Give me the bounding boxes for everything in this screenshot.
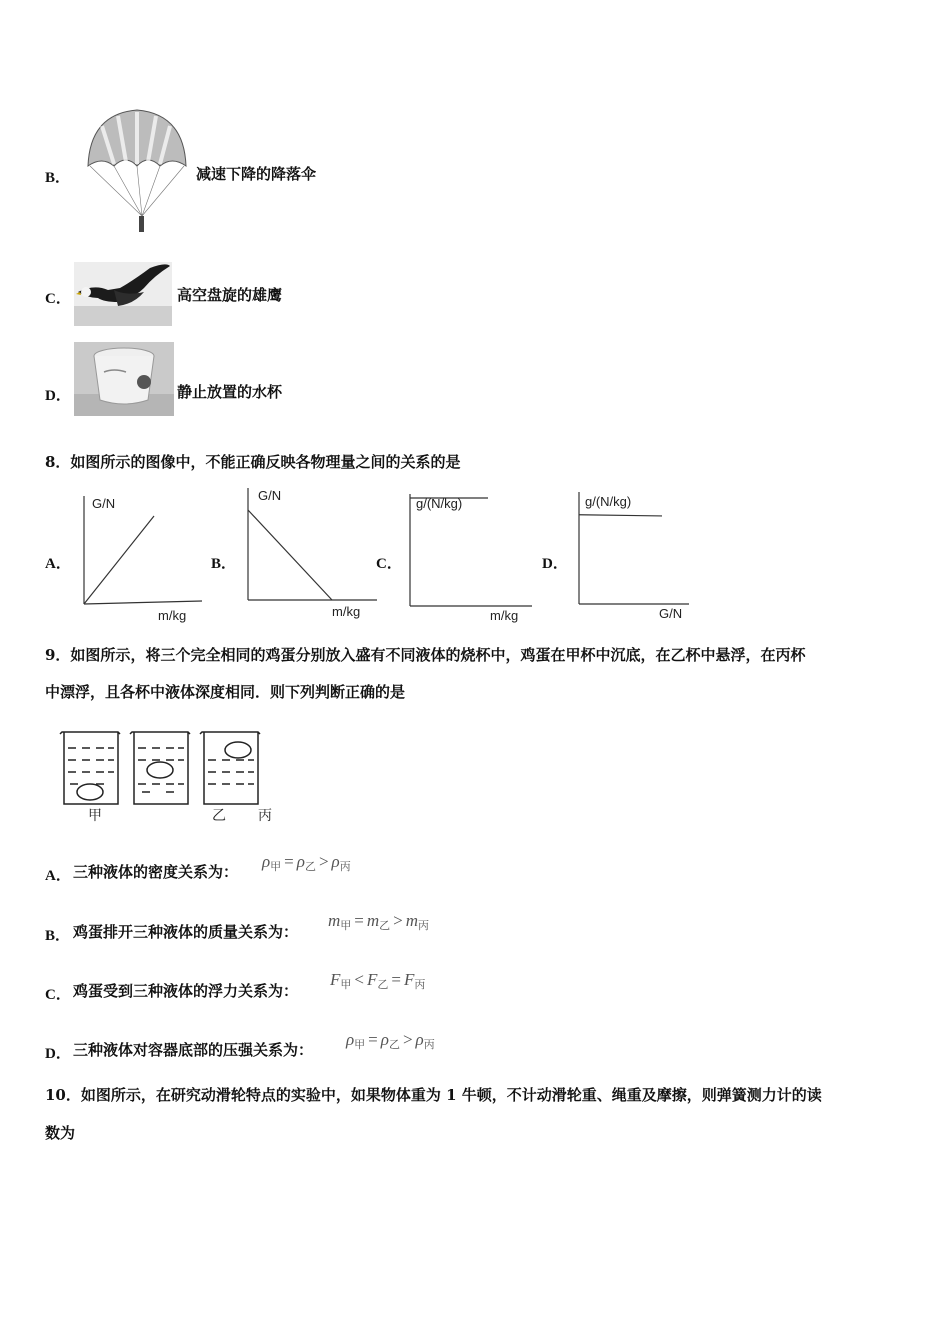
- option-letter: C．: [376, 556, 402, 572]
- y-axis-label: G/N: [258, 488, 282, 503]
- option-text: 鸡蛋受到三种液体的浮力关系为：: [73, 982, 299, 1000]
- beaker-label: 丙: [258, 807, 272, 823]
- option-letter: B．: [45, 170, 71, 186]
- option-text: 高空盘旋的雄鹰: [177, 286, 283, 304]
- graph-c: [396, 488, 536, 624]
- option-letter: C．: [45, 291, 71, 307]
- option-letter: A．: [45, 556, 71, 572]
- option-text: 三种液体对容器底部的压强关系为：: [73, 1041, 314, 1059]
- q10-stem-line1: 10．如图所示，在研究动滑轮特点的实验中，如果物体重为 1 牛顿，不计动滑轮重、绳重及摩擦，则弹簧测力计的读: [45, 1086, 822, 1104]
- eagle-icon: [74, 262, 172, 326]
- formula: $\rho_甲 = \rho_乙 > \rho_丙$: [262, 852, 351, 873]
- option-text: 减速下降的降落伞: [196, 165, 317, 183]
- formula: $m_甲 = m_乙 > m_丙$: [328, 911, 430, 932]
- egg-yi: [147, 762, 173, 778]
- option-letter: A．: [45, 868, 71, 884]
- egg-jia: [77, 784, 103, 800]
- option-text: 三种液体的密度关系为：: [73, 863, 239, 881]
- formula: $\rho_甲 = \rho_乙 > \rho_丙$: [346, 1030, 435, 1051]
- series-line: [248, 510, 332, 600]
- q9-stem-line2: 中漂浮，且各杯中液体深度相同．则下列判断正确的是: [45, 683, 406, 701]
- q9-stem-line1: 9．如图所示，将三个完全相同的鸡蛋分别放入盛有不同液体的烧杯中，鸡蛋在甲杯中沉底，在乙杯中悬浮，在丙杯: [45, 646, 806, 664]
- option-letter: C．: [45, 987, 71, 1003]
- series-line: [84, 516, 154, 604]
- graph-d: [565, 486, 705, 622]
- x-axis-label: G/N: [659, 606, 683, 621]
- beaker-bing: [200, 732, 260, 804]
- egg-bing: [225, 742, 251, 758]
- graph-b: [232, 484, 382, 622]
- y-axis-label: G/N: [92, 496, 116, 511]
- x-axis-label: m/kg: [158, 608, 187, 623]
- series-line: [579, 515, 662, 516]
- q8-stem: 8．如图所示的图像中，不能正确反映各物理量之间的关系的是: [45, 453, 461, 471]
- x-axis-label: m/kg: [332, 604, 361, 619]
- option-letter: B．: [45, 928, 71, 944]
- beaker-label: 乙: [212, 807, 226, 823]
- x-axis-label: m/kg: [490, 608, 519, 623]
- x-axis: [84, 601, 202, 604]
- option-letter: B．: [211, 556, 237, 572]
- graph-a: [66, 488, 206, 624]
- cup-icon: [74, 342, 174, 416]
- formula: $F_甲 < F_乙 = F_丙$: [330, 970, 426, 991]
- q10-stem-line2: 数为: [45, 1124, 76, 1142]
- option-text: 静止放置的水杯: [177, 383, 283, 401]
- option-text: 鸡蛋排开三种液体的质量关系为：: [73, 923, 299, 941]
- parachute-icon: [82, 106, 192, 240]
- beaker-label: 甲: [88, 807, 102, 823]
- option-letter: D．: [45, 388, 71, 404]
- y-axis-label: g/(N/kg): [585, 494, 632, 509]
- y-axis-label: g/(N/kg): [416, 496, 463, 511]
- beakers-figure: [52, 726, 282, 826]
- option-letter: D．: [542, 556, 568, 572]
- option-letter: D．: [45, 1046, 71, 1062]
